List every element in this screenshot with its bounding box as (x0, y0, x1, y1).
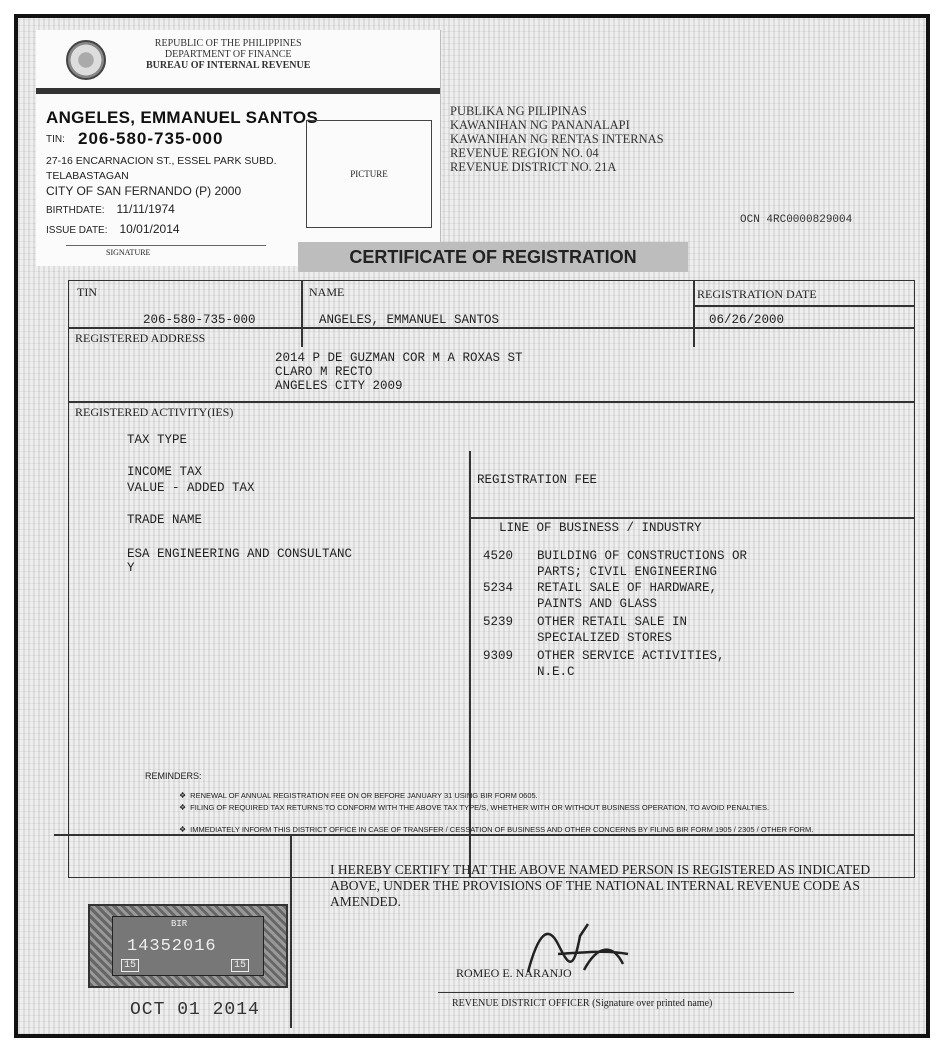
lob-code: 5239 (483, 615, 514, 629)
id-address (46, 154, 277, 199)
tin-value: 206-580-735-000 (143, 313, 256, 327)
col-divider (469, 451, 471, 877)
activities-label: REGISTERED ACTIVITY(IES) (75, 405, 234, 419)
lob-desc: OTHER RETAIL SALE IN (537, 615, 688, 629)
stamp-top-text: BIR (171, 919, 188, 929)
address-label: REGISTERED ADDRESS (75, 331, 206, 345)
header-republic: REPUBLIC OF THE PHILIPPINES (154, 38, 302, 49)
bullet-icon: ❖ (179, 803, 187, 812)
issue-date-label: ISSUE DATE: (46, 225, 108, 236)
row-divider (69, 401, 914, 403)
col-divider (301, 281, 303, 347)
address-line1: 2014 P DE GUZMAN COR M A ROXAS ST (275, 351, 523, 365)
reminder-text: RENEWAL OF ANNUAL REGISTRATION FEE ON OR BEFORE JANUARY 31 USING BIR FORM 0605. (190, 791, 538, 800)
tax-type-label: TAX TYPE (127, 433, 188, 447)
stamp-line1: PUBLIKA NG PILIPINAS (450, 104, 587, 118)
lob-desc: BUILDING OF CONSTRUCTIONS OR (537, 549, 748, 563)
id-tin: 206-580-735-000 (78, 129, 224, 148)
bullet-icon: ❖ (179, 791, 187, 800)
id-birthdate-row (46, 202, 175, 216)
section-divider (290, 834, 292, 1028)
tin-id-card (36, 30, 441, 266)
lob-code: 9309 (483, 649, 514, 663)
birthdate-value: 11/11/1974 (116, 202, 175, 216)
stamp-line3: KAWANIHAN NG RENTAS INTERNAS (450, 132, 664, 146)
trade-name-label: TRADE NAME (127, 513, 203, 527)
stamp-region-label: REVENUE REGION NO. (450, 146, 583, 160)
trade-name-line2: Y (127, 561, 135, 575)
lob-desc: PARTS; CIVIL ENGINEERING (537, 565, 718, 579)
address-line3: ANGELES CITY 2009 (275, 379, 403, 393)
stamp-inner (112, 916, 264, 976)
reg-fee-label: REGISTRATION FEE (477, 473, 598, 487)
bullet-icon: ❖ (179, 825, 187, 834)
stamp-line2: KAWANIHAN NG PANANALAPI (450, 118, 630, 132)
lob-desc: PAINTS AND GLASS (537, 597, 658, 611)
reminder-text: IMMEDIATELY INFORM THIS DISTRICT OFFICE IN CASE OF TRANSFER / CESSATION OF BUSINESS AND OTHER CONCERNS BY FILING BIR FORM 1905 / 2305 / OTHER FORM. (190, 825, 814, 834)
id-address-line1: 27-16 ENCARNACION ST., ESSEL PARK SUBD. (46, 155, 277, 167)
header-bureau: BUREAU OF INTERNAL REVENUE (146, 60, 311, 71)
document-title: CERTIFICATE OF REGISTRATION (298, 242, 688, 272)
reminders-label: REMINDERS: (145, 771, 202, 781)
lob-code: 5234 (483, 581, 514, 595)
ocn-number: OCN 4RC0000829004 (740, 214, 853, 226)
issue-date-value: 10/01/2014 (119, 222, 180, 236)
row-divider (69, 327, 914, 329)
regdate-label: REGISTRATION DATE (697, 287, 817, 301)
tax-type-income: INCOME TAX (127, 465, 203, 479)
trade-name-line1: ESA ENGINEERING AND CONSULTANC (127, 547, 353, 561)
signature-line (66, 245, 266, 246)
stamp-district-no: 21A (594, 160, 617, 174)
name-value: ANGELES, EMMANUEL SANTOS (319, 313, 500, 327)
district-stamp (450, 104, 664, 174)
lob-label: LINE OF BUSINESS / INDUSTRY (499, 521, 702, 535)
tax-type-vat: VALUE - ADDED TAX (127, 481, 255, 495)
certification-text: I HEREBY CERTIFY THAT THE ABOVE NAMED PERSON IS REGISTERED AS INDICATED ABOVE, UNDER THE PROVISIONS OF THE NATIONAL INTERNAL REVENUE CODE AS AMENDED. (330, 862, 871, 909)
reminder-item (179, 791, 819, 801)
lob-desc: SPECIALIZED STORES (537, 631, 673, 645)
documentary-stamp (88, 904, 288, 988)
tin-label: TIN (77, 285, 97, 299)
officer-title: REVENUE DISTRICT OFFICER (Signature over printed name) (452, 998, 713, 1009)
picture-box (306, 120, 432, 228)
name-label: NAME (309, 285, 345, 299)
lob-desc: RETAIL SALE OF HARDWARE, (537, 581, 718, 595)
stamp-left-tag: 15 (121, 959, 139, 972)
stamp-right-tag: 15 (231, 959, 249, 972)
id-card-header (146, 38, 310, 71)
id-issue-row (46, 222, 180, 236)
header-department: DEPARTMENT OF FINANCE (164, 49, 292, 60)
address-line2: CLARO M RECTO (275, 365, 373, 379)
stamp-line4 (450, 146, 664, 160)
picture-label: PICTURE (350, 169, 388, 179)
id-address-line3: CITY OF SAN FERNANDO (P) 2000 (46, 184, 242, 198)
stamp-number: 14352016 (127, 937, 217, 956)
lob-desc: N.E.C (537, 665, 575, 679)
stamp-line5 (450, 160, 664, 174)
id-tin-label: TIN: (46, 134, 65, 145)
row-divider (693, 305, 914, 307)
received-date-stamp: OCT 01 2014 (130, 1000, 260, 1020)
id-address-line2: TELABASTAGAN (46, 170, 129, 182)
header-rule (36, 88, 440, 94)
reminder-item (179, 803, 819, 813)
stamp-district-label: REVENUE DISTRICT NO. (450, 160, 592, 174)
section-divider (54, 834, 914, 836)
bir-seal-icon (66, 40, 106, 80)
birthdate-label: BIRTHDATE: (46, 205, 105, 216)
regdate-value: 06/26/2000 (709, 313, 785, 327)
lob-code: 4520 (483, 549, 514, 563)
signature-label: SIGNATURE (106, 248, 151, 257)
row-divider (469, 517, 914, 519)
reminder-text: FILING OF REQUIRED TAX RETURNS TO CONFORM WITH THE ABOVE TAX TYPE/S, WHETHER WITH OR WITHOUT BUSINESS OPERATION, TO AVOID PENALTIES. (190, 803, 770, 812)
certificate-document (14, 14, 930, 1038)
col-divider (693, 281, 695, 347)
id-name: ANGELES, EMMANUEL SANTOS (46, 108, 318, 127)
officer-name: ROMEO E. NARANJO (456, 966, 572, 980)
lob-desc: OTHER SERVICE ACTIVITIES, (537, 649, 725, 663)
registration-table (68, 280, 915, 878)
stamp-region-no: 04 (586, 146, 599, 160)
signature-rule (438, 992, 794, 993)
